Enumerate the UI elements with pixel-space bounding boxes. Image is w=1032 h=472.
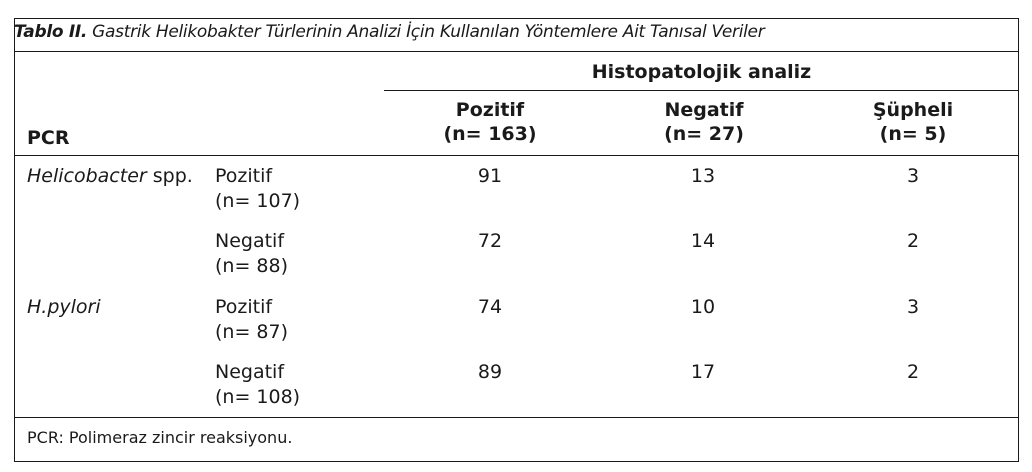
rule-group	[384, 90, 1019, 91]
col-n: (n= 5)	[879, 123, 947, 145]
cell-value: 72	[477, 230, 503, 252]
row-label-n: (n= 87)	[215, 321, 289, 343]
col-n: (n= 163)	[443, 123, 537, 145]
cell-value: 89	[477, 361, 503, 383]
row-label	[215, 229, 288, 279]
cell-value: 14	[690, 230, 716, 252]
row-label-n: (n= 88)	[215, 255, 289, 277]
cell-value: 74	[477, 296, 503, 318]
col-label: Negatif	[664, 99, 744, 121]
rule-top	[14, 51, 1019, 52]
cell-value: 13	[690, 165, 716, 187]
group-name-italic: Helicobacter	[27, 165, 147, 187]
rule-bottom	[14, 417, 1019, 418]
row-label-text: Negatif	[215, 230, 285, 252]
row-label	[215, 360, 300, 410]
group-name-rest: spp.	[146, 165, 193, 187]
table-caption	[14, 22, 764, 42]
cell-value: 3	[906, 165, 920, 187]
cell-value: 3	[906, 296, 920, 318]
cell-value: 2	[906, 230, 920, 252]
row-label-text: Pozitif	[215, 165, 273, 187]
cell-value: 10	[690, 296, 716, 318]
row-header: PCR	[27, 127, 70, 149]
cell-value: 91	[477, 165, 503, 187]
col-n: (n= 27)	[664, 123, 744, 145]
cell-value: 2	[906, 361, 920, 383]
group-name-hpylori	[27, 295, 101, 320]
cell-value: 17	[690, 361, 716, 383]
group-name-helicobacter	[27, 164, 193, 189]
col-header-negatif	[634, 98, 774, 146]
footnote: PCR: Polimeraz zincir reaksiyonu.	[27, 428, 293, 447]
caption-title: Tablo II.	[14, 22, 88, 42]
row-label	[215, 295, 288, 345]
caption-text: Gastrik Helikobakter Türlerinin Analizi İçin Kullanılan Yöntemlere Ait Tanısal Veriler	[87, 22, 765, 42]
col-header-pozitif	[420, 98, 560, 146]
group-header: Histopatolojik analiz	[591, 61, 812, 83]
row-label	[215, 164, 300, 214]
col-label: Pozitif	[455, 99, 525, 121]
row-label-text: Pozitif	[215, 296, 273, 318]
rule-header	[14, 155, 1019, 156]
row-label-n: (n= 107)	[215, 190, 301, 212]
group-name-italic: H.pylori	[27, 296, 101, 318]
col-header-supheli	[843, 98, 983, 146]
col-label: Şüpheli	[872, 99, 954, 121]
row-label-n: (n= 108)	[215, 386, 301, 408]
row-label-text: Negatif	[215, 361, 285, 383]
